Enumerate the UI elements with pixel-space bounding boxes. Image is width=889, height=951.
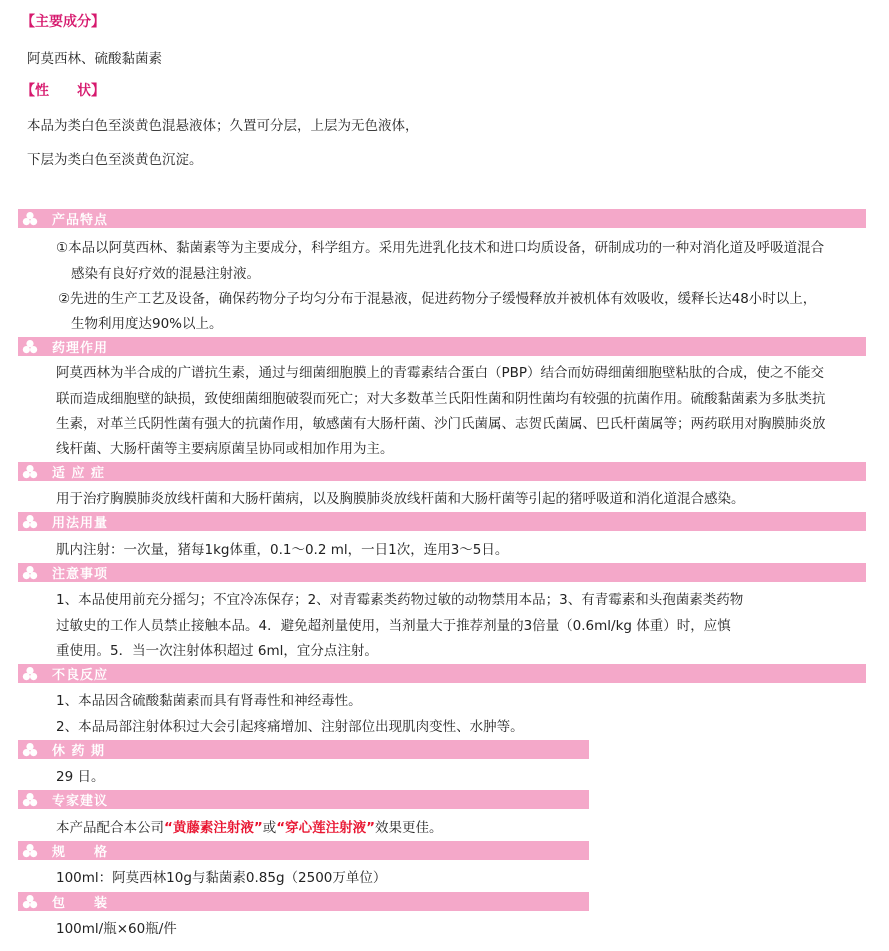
clover-icon [22, 211, 38, 227]
text-line: 29 日。 [56, 769, 105, 785]
section-bar-withdrawal [18, 740, 589, 759]
text-line: 100ml：阿莫西林10g与黏菌素0.85g（2500万单位） [56, 870, 387, 886]
advice-text: 本产品配合本公司 [56, 820, 164, 836]
section-title: 用法用量 [52, 516, 109, 531]
section-bar-adverse [18, 664, 866, 683]
text-line: 1、本品使用前充分摇匀；不宜冷冻保存；2、对青霉素类药物过敏的动物禁用本品；3、有青霉素和头孢菌素类药物 [56, 592, 744, 608]
section-bar-specification [18, 841, 589, 860]
section-title: 产品特点 [52, 213, 109, 228]
section-title: 药理作用 [52, 341, 109, 356]
section-bar-packaging [18, 892, 589, 911]
clover-icon [22, 514, 38, 530]
clover-icon [22, 565, 38, 581]
product-highlight: “穿心莲注射液” [276, 820, 375, 836]
text-line: 100ml/瓶×60瓶/件 [56, 921, 177, 937]
text-line: 过敏史的工作人员禁止接触本品。4．避免超剂量使用，当剂量大于推荐剂量的3倍量（0.6ml/kg 体重）时，应慎 [56, 618, 731, 634]
text-line: 生物利用度达90%以上。 [71, 316, 223, 332]
section-title: 适 应 症 [52, 466, 106, 481]
advice-text: 或 [262, 820, 277, 836]
section-bar-pharmacology [18, 337, 866, 356]
section-bar-precautions [18, 563, 866, 582]
text-line: ①本品以阿莫西林、黏菌素等为主要成分，科学组方。采用先进乳化技术和进口均质设备，研制成功的一种对消化道及呼吸道混合 [56, 240, 825, 256]
text-line: 联而造成细胞壁的缺损，致使细菌细胞破裂而死亡；对大多数革兰氏阳性菌和阴性菌均有较强的抗菌作用。硫酸黏菌素为多肽类抗 [56, 391, 826, 407]
text-line: 感染有良好疗效的混悬注射液。 [71, 266, 260, 282]
text-line: 生素，对革兰氏阴性菌有强大的抗菌作用，敏感菌有大肠杆菌、沙门氏菌属、志贺氏菌属、巴氏杆菌属等；两药联用对胸膜肺炎放 [56, 416, 826, 432]
appearance-line: 下层为类白色至淡黄色沉淀。 [27, 152, 203, 168]
advice-text: 效果更佳。 [375, 820, 443, 836]
text-line: 线杆菌、大肠杆菌等主要病原菌呈协同或相加作用为主。 [56, 441, 394, 457]
clover-icon [22, 464, 38, 480]
section-title: 包 装 [52, 896, 109, 911]
section-bar-advice [18, 790, 589, 809]
section-bar-dosage [18, 512, 866, 531]
advice-line [56, 816, 443, 836]
text-line: 1、本品因含硫酸黏菌素而具有肾毒性和神经毒性。 [56, 693, 362, 709]
composition-text: 阿莫西林、硫酸黏菌素 [27, 51, 162, 67]
text-line: 阿莫西林为半合成的广谱抗生素，通过与细菌细胞膜上的青霉素结合蛋白（PBP）结合而妨碍细菌细胞壁粘肽的合成，使之不能交 [56, 365, 825, 381]
section-title: 专家建议 [52, 794, 109, 809]
section-title: 不良反应 [52, 668, 109, 683]
clover-icon [22, 894, 38, 910]
clover-icon [22, 792, 38, 808]
text-line: 2、本品局部注射体积过大会引起疼痛增加、注射部位出现肌肉变性、水肿等。 [56, 719, 524, 735]
section-title: 规 格 [52, 845, 109, 860]
clover-icon [22, 666, 38, 682]
appearance-heading: 【性 状】 [21, 83, 105, 99]
text-line: 重使用。5．当一次注射体积超过 6ml，宜分点注射。 [56, 643, 378, 659]
section-bar-indications [18, 462, 866, 481]
clover-icon [22, 742, 38, 758]
text-line: ②先进的生产工艺及设备，确保药物分子均匀分布于混悬液，促进药物分子缓慢释放并被机体有效吸收，缓释长达48小时以上， [58, 291, 817, 307]
section-title: 休 药 期 [52, 744, 106, 759]
section-title: 注意事项 [52, 567, 109, 582]
section-bar-features [18, 209, 866, 228]
clover-icon [22, 339, 38, 355]
text-line: 用于治疗胸膜肺炎放线杆菌和大肠杆菌病，以及胸膜肺炎放线杆菌和大肠杆菌等引起的猪呼吸道和消化道混合感染。 [56, 491, 745, 507]
appearance-line: 本品为类白色至淡黄色混悬液体；久置可分层，上层为无色液体， [27, 118, 419, 134]
product-highlight: “黄藤素注射液” [164, 820, 263, 836]
text-line: 肌内注射：一次量，猪每1kg体重，0.1～0.2 ml，一日1次，连用3～5日。 [56, 542, 509, 558]
composition-heading: 【主要成分】 [21, 14, 105, 30]
clover-icon [22, 843, 38, 859]
